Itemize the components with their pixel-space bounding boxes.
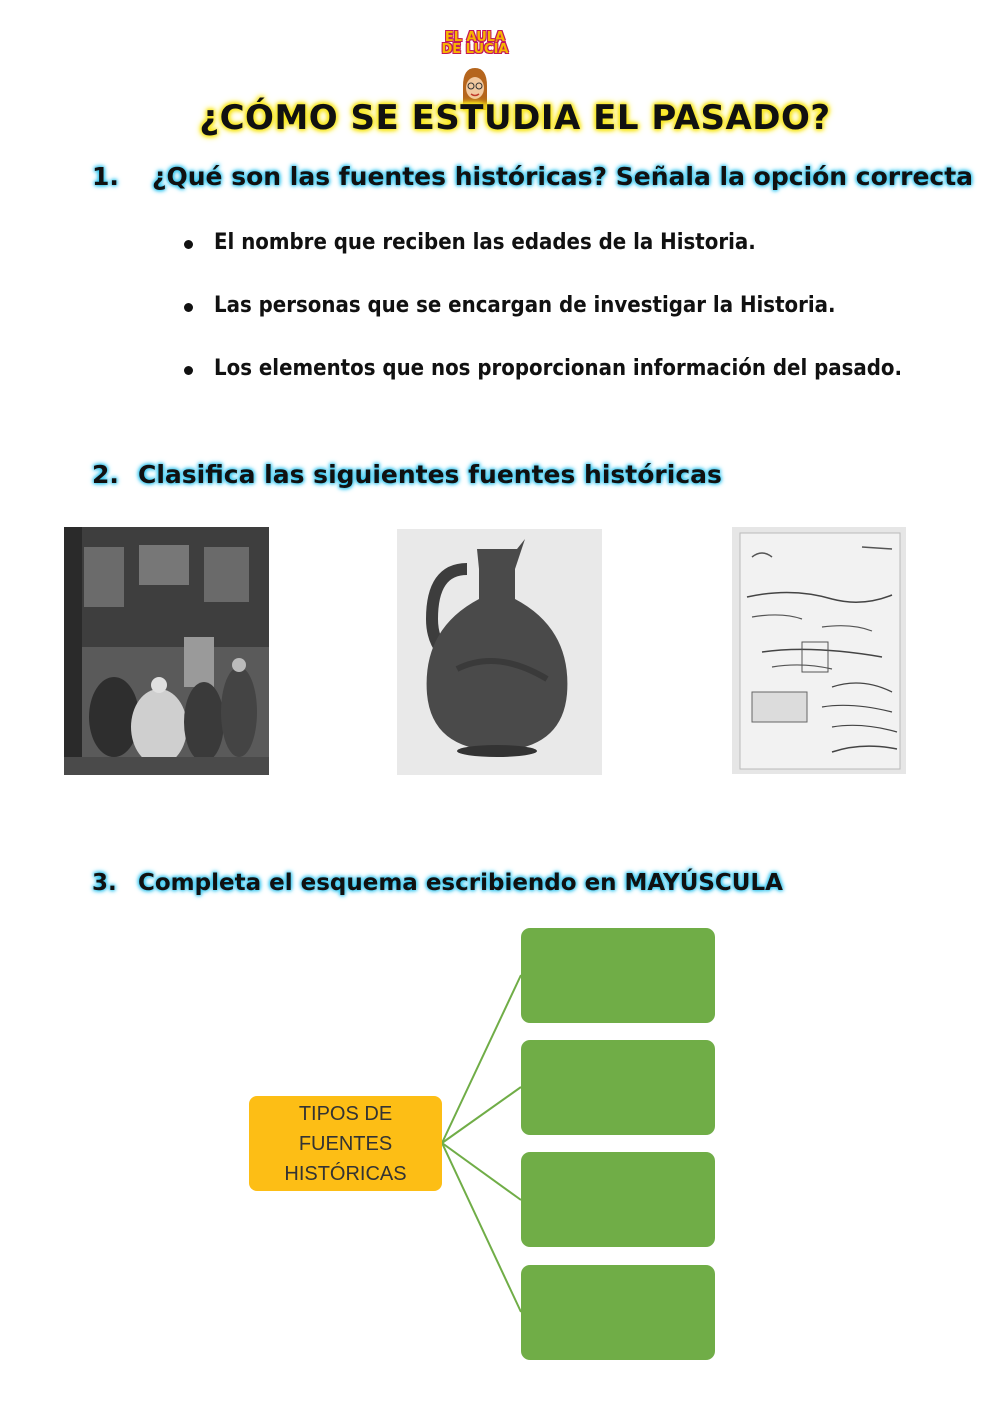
question-1-heading [92,162,973,191]
bullet-icon [184,366,193,375]
answer-box-4[interactable] [521,1265,715,1360]
option-2[interactable] [180,293,902,356]
bullet-icon [184,303,193,312]
logo-line-2: DE LUCÍA [441,42,509,57]
answer-box-3[interactable] [521,1152,715,1247]
logo-line-1: EL AULA [444,30,506,45]
question-3-heading [92,870,783,896]
answer-box-2[interactable] [521,1040,715,1135]
question-3-text: Completa el esquema escribiendo en MAYÚSCULA [138,870,783,896]
painting-icon[interactable] [64,527,269,775]
question-1-text: ¿Qué son las fuentes históricas? Señala la opción correcta [152,162,974,191]
jug-icon[interactable] [397,529,602,775]
question-2-number: 2. [92,460,119,489]
question-1-options [180,230,902,419]
bullet-icon [184,240,193,249]
connector-line-1 [442,975,521,1143]
question-2-text: Clasifica las siguientes fuentes históricas [138,460,722,489]
question-1-number: 1. [92,162,119,191]
scheme-diagram [0,920,1000,1370]
manuscript-icon[interactable] [732,527,906,774]
answer-box-1[interactable] [521,928,715,1023]
connector-lines [0,920,1000,1370]
option-1[interactable] [180,230,902,293]
page-title: ¿CÓMO SE ESTUDIA EL PASADO? [199,98,831,138]
option-3-label: Los elementos que nos proporcionan información del pasado. [214,356,903,381]
question-2-heading [92,460,722,489]
connector-line-2 [442,1087,521,1143]
option-3[interactable] [180,356,902,419]
connector-line-3 [442,1143,521,1200]
root-box: TIPOS DE FUENTES HISTÓRICAS [249,1096,442,1191]
option-1-label: El nombre que reciben las edades de la Historia. [214,230,756,255]
question-3-number: 3. [92,870,117,896]
logo-text [440,32,510,56]
connector-line-4 [442,1143,521,1312]
option-2-label: Las personas que se encargan de investigar la Historia. [214,293,836,318]
